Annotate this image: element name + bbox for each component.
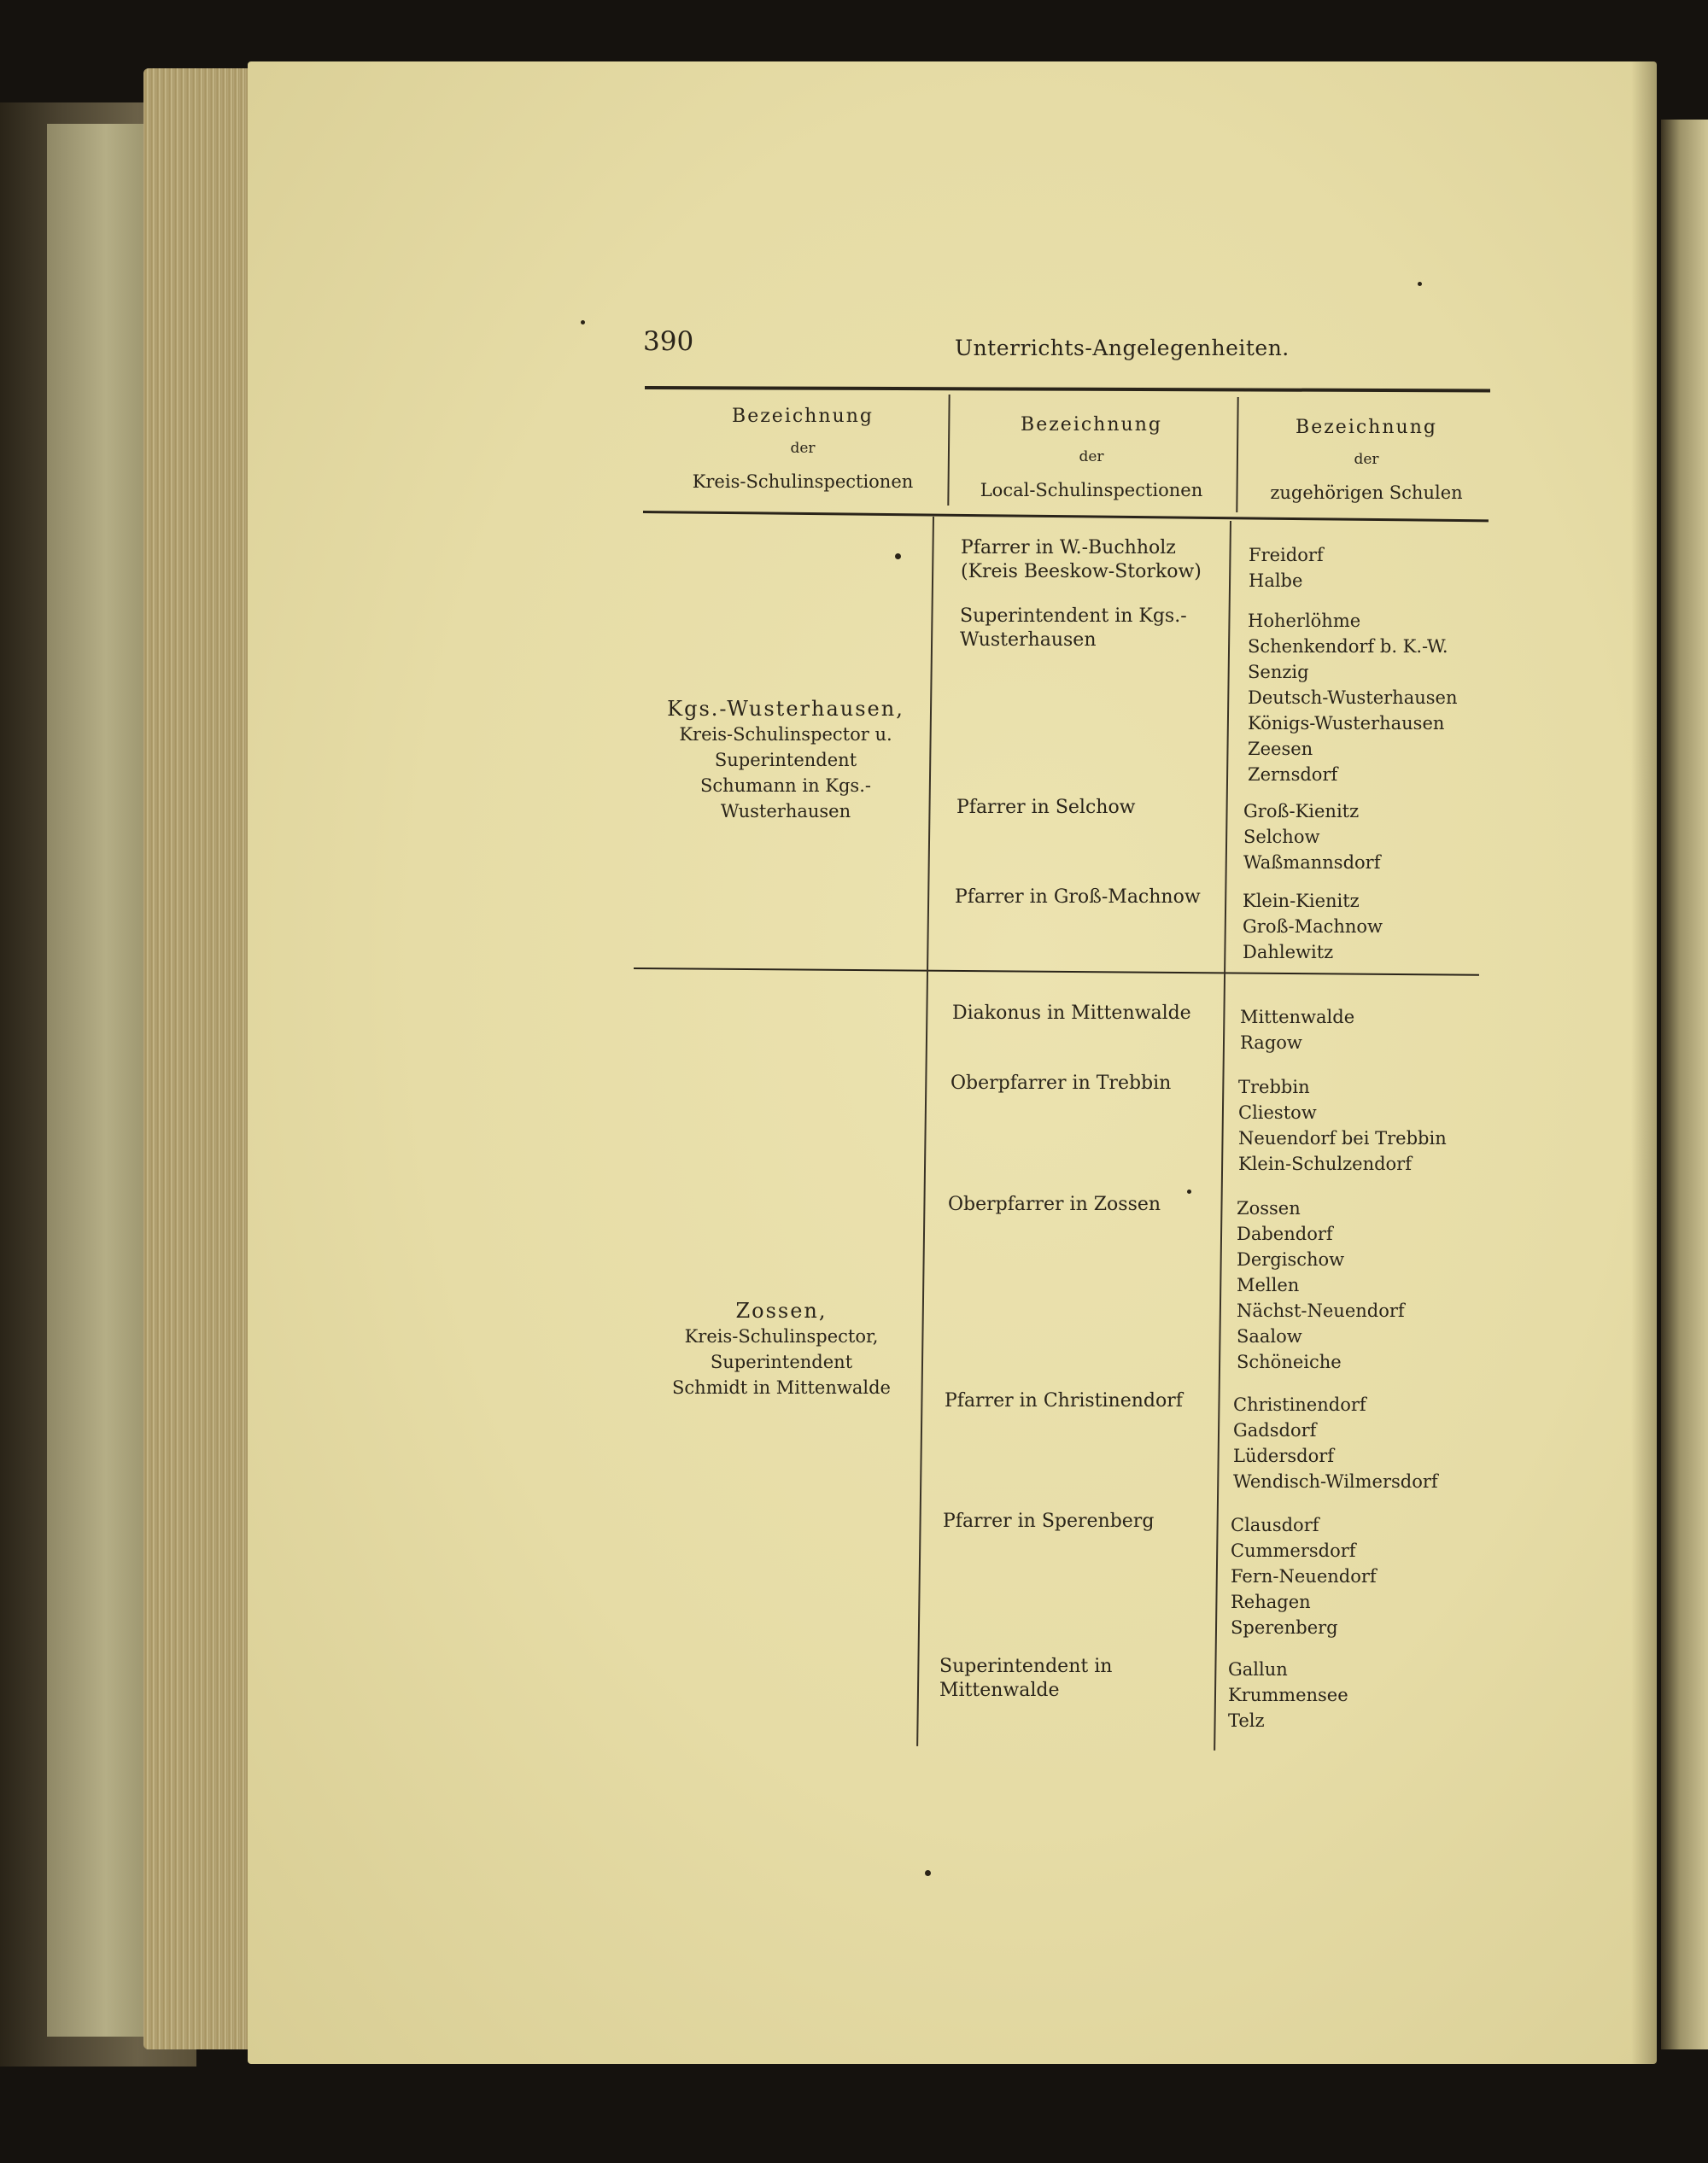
- school-list: [1243, 798, 1380, 875]
- column-header-kreis: Bezeichnung der Kreis-Schulinspectionen: [692, 406, 914, 492]
- school-list: [1240, 1004, 1354, 1055]
- school-name: Groß-Kienitz: [1243, 801, 1360, 821]
- school-list: [1228, 1657, 1348, 1733]
- local-inspection: Diakonus in Mittenwalde: [952, 1003, 1191, 1024]
- local-inspection: Pfarrer in Selchow: [956, 797, 1136, 818]
- school-name: Zeesen: [1248, 739, 1313, 759]
- school-name: Schenkendorf b. K.-W.: [1248, 636, 1448, 657]
- paper-speck: [581, 320, 585, 324]
- school-name: Clausdorf: [1231, 1515, 1319, 1535]
- school-list: [1249, 542, 1324, 593]
- paper-speck: [1418, 282, 1422, 286]
- school-name: Zossen: [1237, 1198, 1301, 1219]
- local-inspection: Superintendent in Kgs.-Wusterhausen: [960, 605, 1187, 651]
- kreis-entry: Kgs.-Wusterhausen, Kreis-Schulinspector u. Superintendent Schumann in Kgs.-Wusterhausen: [667, 697, 904, 821]
- school-name: Selchow: [1243, 827, 1320, 847]
- school-name: Christinendorf: [1233, 1394, 1366, 1415]
- school-name: Klein-Schulzendorf: [1238, 1154, 1412, 1174]
- kreis-entry: Zossen, Kreis-Schulinspector, Superintendent Schmidt in Mittenwalde: [672, 1299, 891, 1398]
- school-name: Freidorf: [1249, 545, 1324, 565]
- school-name: Trebbin: [1238, 1077, 1310, 1097]
- school-name: Sperenberg: [1231, 1617, 1338, 1638]
- local-inspection: Pfarrer in Sperenberg: [943, 1511, 1155, 1532]
- school-name: Mittenwalde: [1240, 1007, 1355, 1027]
- school-name: Dahlewitz: [1243, 942, 1334, 962]
- school-name: Saalow: [1237, 1326, 1302, 1347]
- school-name: Groß-Machnow: [1243, 916, 1383, 937]
- school-name: Telz: [1228, 1710, 1265, 1731]
- school-name: Dabendorf: [1237, 1224, 1333, 1244]
- header-bottom-rule: [643, 511, 1489, 522]
- school-list: [1238, 1074, 1447, 1177]
- school-name: Lüdersdorf: [1233, 1446, 1335, 1466]
- school-name: Klein-Kienitz: [1243, 891, 1360, 911]
- local-inspection: Oberpfarrer in Trebbin: [951, 1073, 1172, 1094]
- school-name: Halbe: [1249, 570, 1303, 591]
- local-inspection: Oberpfarrer in Zossen: [948, 1194, 1161, 1215]
- column-header-local: Bezeichnung der Local-Schulinspectionen: [980, 414, 1203, 500]
- school-list: [1237, 1195, 1405, 1375]
- school-name: Gadsdorf: [1233, 1420, 1317, 1441]
- page-number: 390: [643, 326, 694, 357]
- table-top-rule: [645, 386, 1490, 392]
- school-list: [1243, 888, 1383, 965]
- local-inspection: Pfarrer in W.-Buchholz (Kreis Beeskow-Storkow): [961, 537, 1202, 582]
- column-divider-2: [1236, 397, 1238, 512]
- column-header-schools: Bezeichnung der zugehörigen Schulen: [1270, 417, 1463, 503]
- school-name: Mellen: [1237, 1275, 1300, 1295]
- school-name: Cliestow: [1238, 1102, 1317, 1123]
- local-inspection: Superintendent in Mittenwalde: [939, 1656, 1113, 1701]
- local-inspection: Pfarrer in Christinendorf: [945, 1390, 1183, 1412]
- column-divider-2-body: [1214, 521, 1231, 1751]
- section-divider: [634, 968, 1479, 976]
- school-list: [1233, 1392, 1438, 1494]
- school-list: [1248, 608, 1457, 787]
- school-name: Königs-Wusterhausen: [1248, 713, 1445, 734]
- school-name: Zernsdorf: [1248, 764, 1338, 785]
- school-name: Wendisch-Wilmersdorf: [1233, 1471, 1438, 1492]
- school-name: Senzig: [1248, 662, 1309, 682]
- school-name: Ragow: [1240, 1032, 1302, 1053]
- school-name: Cummersdorf: [1231, 1540, 1356, 1561]
- local-inspection: Pfarrer in Groß-Machnow: [955, 886, 1201, 908]
- school-name: Deutsch-Wusterhausen: [1248, 687, 1458, 708]
- paper-speck: [925, 1870, 931, 1876]
- school-name: Rehagen: [1231, 1592, 1311, 1612]
- school-name: Schöneiche: [1237, 1352, 1342, 1372]
- school-name: Fern-Neuendorf: [1231, 1566, 1377, 1587]
- school-name: Nächst-Neuendorf: [1237, 1301, 1405, 1321]
- school-name: Gallun: [1228, 1659, 1288, 1680]
- school-list: [1231, 1512, 1377, 1640]
- school-name: Neuendorf bei Trebbin: [1238, 1128, 1447, 1149]
- school-name: Krummensee: [1228, 1685, 1348, 1705]
- paper-speck: [1187, 1190, 1191, 1194]
- school-name: Dergischow: [1237, 1249, 1345, 1270]
- running-title: Unterrichts-Angelegenheiten.: [955, 336, 1290, 360]
- school-name: Hoherlöhme: [1248, 611, 1361, 631]
- paper-speck: [895, 553, 901, 559]
- column-divider-1: [947, 395, 950, 506]
- school-name: Waßmannsdorf: [1243, 852, 1381, 873]
